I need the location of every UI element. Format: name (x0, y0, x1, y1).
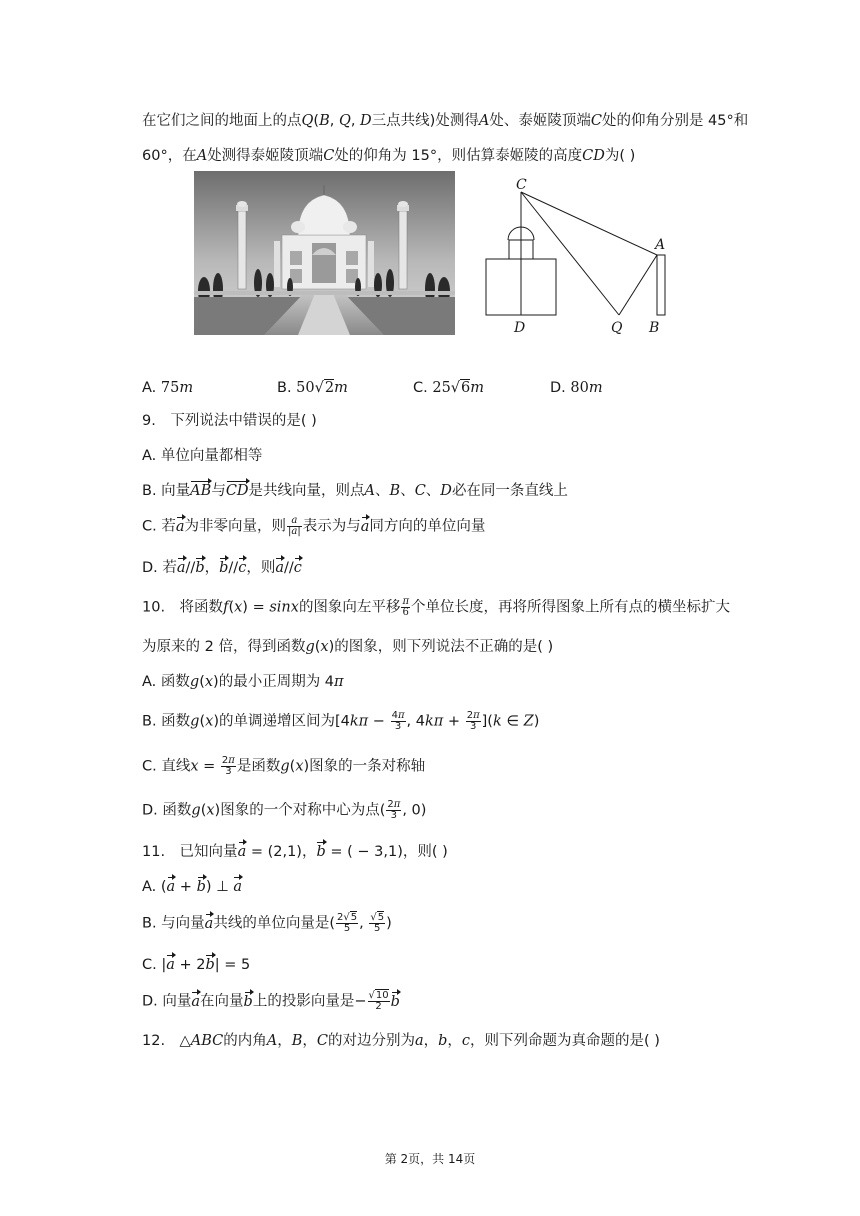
q11-option-a[interactable]: A. (a + b) ⊥ a (142, 879, 243, 895)
q10-option-b[interactable]: B. 函数g(x)的单调递增区间为[4kπ − $\frac{4\pi}{3}$ , 4kπ + $\frac{2\pi}{3}$ ](k ∈ Z) (142, 710, 540, 732)
label-q: Q (611, 320, 623, 336)
q8-option-c[interactable]: C. 25√6m (413, 380, 485, 396)
q8-text-line1: 在它们之间的地面上的点Q(B, Q, D三点共线)处测得A处、泰姬陵顶端C处的仰角分别是 45°和 (142, 113, 749, 129)
taj-mahal-photo (194, 171, 455, 335)
q9-option-b[interactable]: B. 向量AB与CD是共线向量，则点A、B、C、D必在同一条直线上 (142, 483, 568, 499)
q8-option-a[interactable]: A. 75m (142, 380, 194, 396)
q8-option-b[interactable]: B. 50√2m (277, 380, 348, 396)
label-c: C (516, 177, 527, 193)
q11-option-b[interactable]: B. 与向量a共线的单位向量是( $\frac{2√5}{5}$ , $\frac{√5}{5}$ ) (142, 912, 392, 934)
q10-stem-line1: 10. 将函数f(x) = sinx的图象向左平移 $\frac{\pi}{6}$ 个单位长度，再将所得图象上所有点的横坐标扩大 (142, 596, 731, 618)
q9-option-a[interactable]: A. 单位向量都相等 (142, 448, 263, 464)
q10-stem-line2: 为原来的 2 倍，得到函数g(x)的图象，则下列说法不正确的是( ) (142, 639, 554, 655)
label-b: B (649, 320, 660, 336)
q9-option-c[interactable]: C. 若a为非零向量，则 $\frac{a}{|a|}$ 表示为与a同方向的单位向量 (142, 515, 486, 537)
q9-option-d[interactable]: D. 若a//b，b//c，则a//c (142, 560, 302, 576)
label-d: D (514, 320, 526, 336)
page-footer: 第 2页，共 14页 (384, 1152, 476, 1166)
q11-stem: 11. 已知向量a = (2,1)，b = ( − 3,1)，则( ) (142, 844, 448, 860)
geometry-diagram (478, 172, 678, 340)
q9-stem: 9. 下列说法中错误的是( ) (142, 413, 317, 429)
q11-option-d[interactable]: D. 向量a在向量b上的投影向量是− $\frac{√10}{2}$ b (142, 990, 400, 1012)
q10-option-d[interactable]: D. 函数g(x)图象的一个对称中心为点( $\frac{2\pi}{3}$ , 0) (142, 799, 427, 821)
q8-option-d[interactable]: D. 80m (550, 380, 603, 396)
q10-option-c[interactable]: C. 直线x = $\frac{2\pi}{3}$ 是函数g(x)图象的一条对称轴 (142, 755, 426, 777)
label-a: A (655, 237, 666, 253)
q11-option-c[interactable]: C. |a + 2b| = 5 (142, 957, 251, 973)
q12-stem: 12. △ABC的内角A，B，C的对边分别为a，b，c，则下列命题为真命题的是( ) (142, 1033, 660, 1049)
q8-text-line2: 60°，在A处测得泰姬陵顶端C处的仰角为 15°，则估算泰姬陵的高度CD为( ) (142, 148, 636, 164)
q10-option-a[interactable]: A. 函数g(x)的最小正周期为 4π (142, 674, 344, 690)
